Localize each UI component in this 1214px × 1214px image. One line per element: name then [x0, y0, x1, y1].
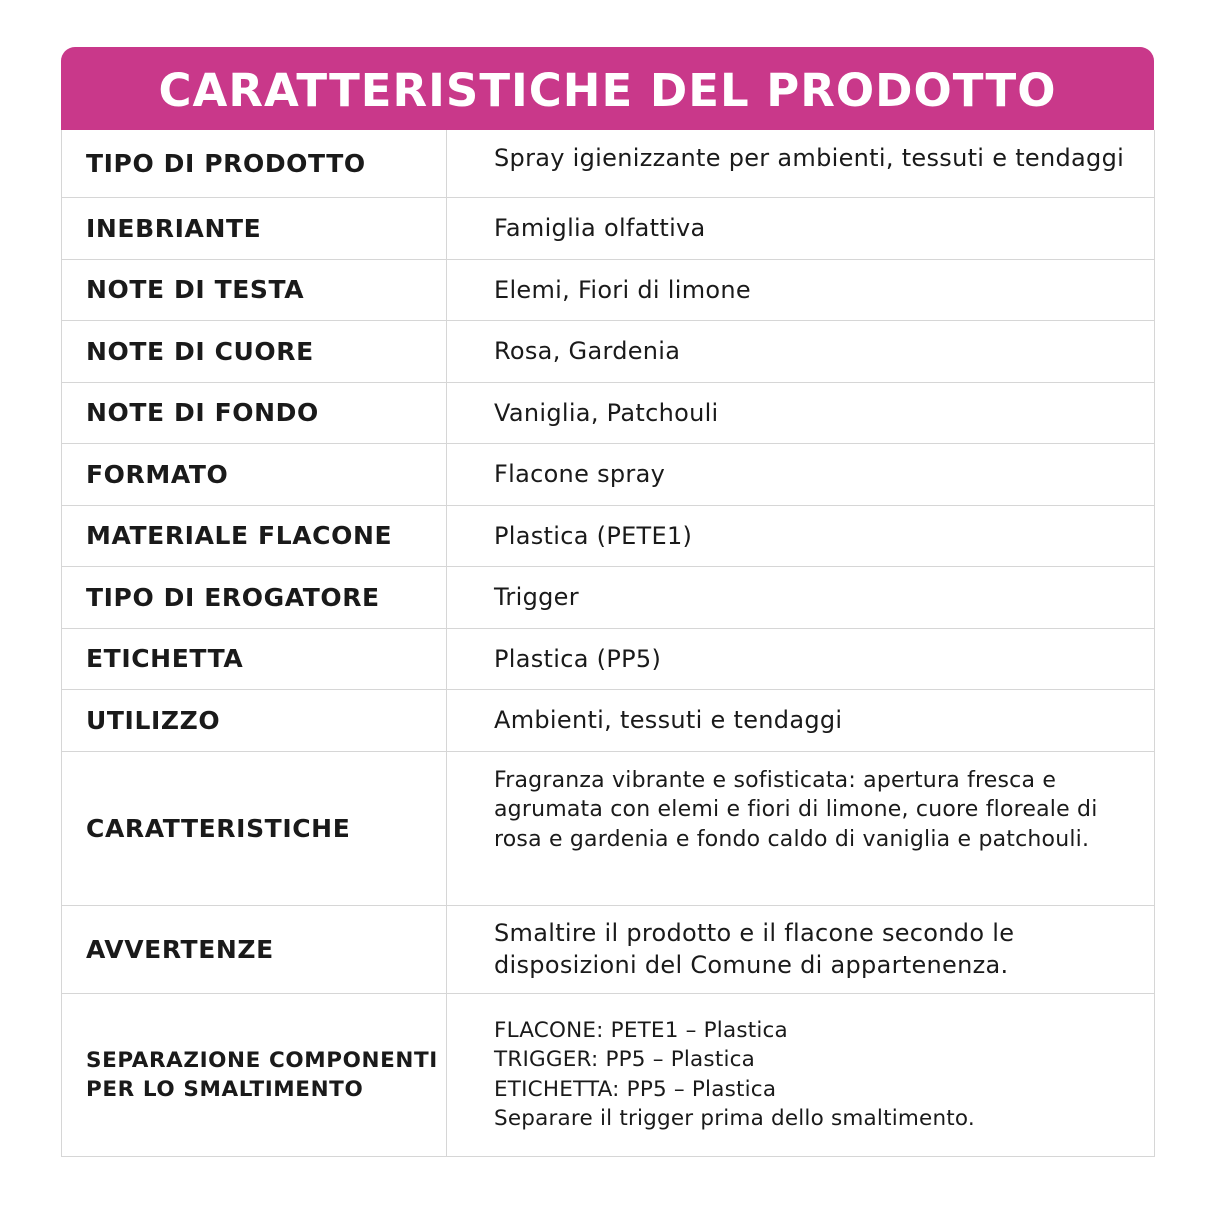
table-row — [62, 751, 1155, 905]
table-row — [62, 689, 1155, 751]
product-features-card — [61, 47, 1154, 1157]
row-label: NOTE DI CUORE — [62, 320, 447, 382]
row-label: NOTE DI FONDO — [62, 382, 447, 443]
row-label-line: PER LO SMALTIMENTO — [86, 1076, 364, 1102]
table-row — [62, 382, 1155, 443]
row-value: Vaniglia, Patchouli — [447, 382, 1155, 443]
row-value: Spray igienizzante per ambienti, tessuti e tendaggi — [447, 130, 1155, 197]
table-row — [62, 259, 1155, 320]
disposal-line: FLACONE: PETE1 – Plastica — [494, 1017, 788, 1043]
row-value — [447, 993, 1155, 1156]
row-value: Rosa, Gardenia — [447, 320, 1155, 382]
row-value: Ambienti, tessuti e tendaggi — [447, 689, 1155, 751]
row-label: UTILIZZO — [62, 689, 447, 751]
row-label: TIPO DI EROGATORE — [62, 566, 447, 628]
row-value: Trigger — [447, 566, 1155, 628]
row-label: TIPO DI PRODOTTO — [62, 130, 447, 197]
table-row — [62, 905, 1155, 993]
row-label: CARATTERISTICHE — [62, 751, 447, 905]
product-features-table — [61, 130, 1155, 1157]
table-row — [62, 320, 1155, 382]
row-label: INEBRIANTE — [62, 197, 447, 259]
row-value: Fragranza vibrante e sofisticata: apertura fresca e agrumata con elemi e fiori di limone, cuore floreale di rosa e gardenia e fondo caldo di vaniglia e patchouli. — [447, 751, 1155, 905]
table-row — [62, 130, 1155, 197]
row-value: Smaltire il prodotto e il flacone secondo le disposizioni del Comune di appartenenza. — [447, 905, 1155, 993]
row-value: Plastica (PP5) — [447, 628, 1155, 689]
table-row — [62, 197, 1155, 259]
table-row — [62, 505, 1155, 566]
row-label: MATERIALE FLACONE — [62, 505, 447, 566]
page-title: CARATTERISTICHE DEL PRODOTTO — [61, 47, 1154, 130]
row-value: Famiglia olfattiva — [447, 197, 1155, 259]
table-row — [62, 443, 1155, 505]
table-row — [62, 993, 1155, 1156]
table-row — [62, 628, 1155, 689]
row-label: ETICHETTA — [62, 628, 447, 689]
disposal-line: ETICHETTA: PP5 – Plastica — [494, 1076, 777, 1102]
table-row — [62, 566, 1155, 628]
row-label: FORMATO — [62, 443, 447, 505]
disposal-line: TRIGGER: PP5 – Plastica — [494, 1047, 756, 1072]
row-label: AVVERTENZE — [62, 905, 447, 993]
row-label-line: SEPARAZIONE COMPONENTI — [86, 1047, 438, 1073]
row-value: Plastica (PETE1) — [447, 505, 1155, 566]
row-value: Elemi, Fiori di limone — [447, 259, 1155, 320]
row-value: Flacone spray — [447, 443, 1155, 505]
row-label: NOTE DI TESTA — [62, 259, 447, 320]
disposal-line: Separare il trigger prima dello smaltimento. — [494, 1106, 975, 1131]
row-label — [62, 993, 447, 1156]
